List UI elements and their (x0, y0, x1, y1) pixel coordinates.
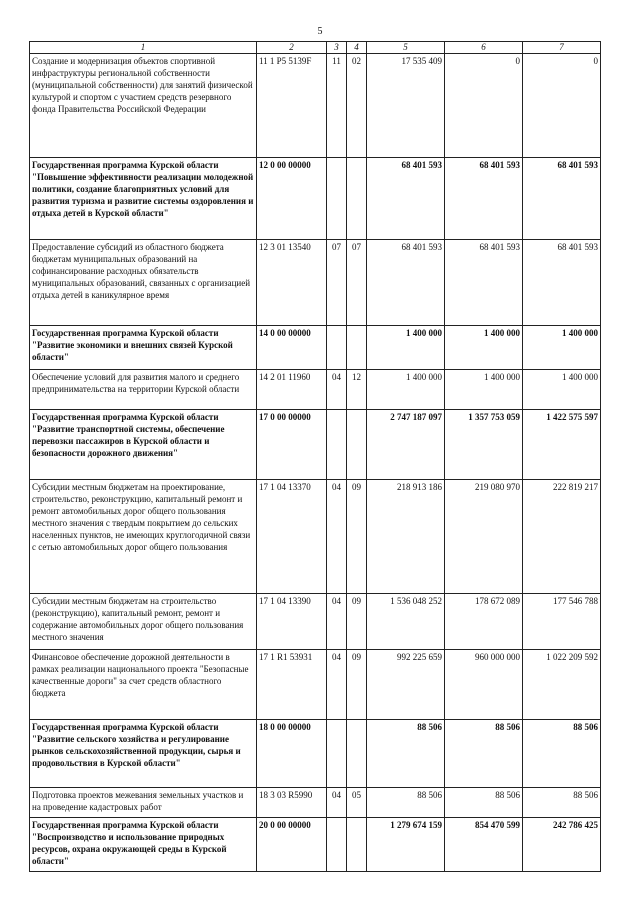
row-name: Государственная программа Курской области "Повышение эффективности реализации молодежной политики, создание благоприятных условий для развития туризма и развитие системы оздоровления и отдыха детей в Курской области" (30, 158, 257, 240)
row-subsection (347, 410, 367, 480)
row-value-3: 88 506 (523, 788, 601, 818)
col-header-4: 4 (347, 42, 367, 54)
col-header-2: 2 (257, 42, 327, 54)
table-row (30, 410, 601, 480)
row-code: 14 0 00 00000 (257, 326, 327, 370)
row-value-3: 0 (523, 54, 601, 158)
row-value-3: 1 022 209 592 (523, 650, 601, 720)
row-value-3: 68 401 593 (523, 158, 601, 240)
row-name: Государственная программа Курской области "Развитие транспортной системы, обеспечение перевозки пассажиров в Курской области и безопасности дорожного движения" (30, 410, 257, 480)
row-name: Подготовка проектов межевания земельных участков и на проведение кадастровых работ (30, 788, 257, 818)
row-section (327, 158, 347, 240)
page-number: 5 (317, 26, 323, 37)
row-section (327, 720, 347, 788)
row-value-1: 992 225 659 (367, 650, 445, 720)
row-value-1: 218 913 186 (367, 480, 445, 594)
row-value-1: 2 747 187 097 (367, 410, 445, 480)
table-row (30, 818, 601, 872)
row-value-1: 68 401 593 (367, 240, 445, 326)
row-name: Создание и модернизация объектов спортивной инфраструктуры региональной собственности (муниципальной собственности) для занятий физической культурой и спортом с участием средств резервного фонда Правительства Российской Федерации (30, 54, 257, 158)
row-value-1: 17 535 409 (367, 54, 445, 158)
row-subsection: 09 (347, 650, 367, 720)
row-value-1: 1 400 000 (367, 370, 445, 410)
row-section: 04 (327, 650, 347, 720)
row-section: 11 (327, 54, 347, 158)
row-code: 18 3 03 R5990 (257, 788, 327, 818)
row-value-2: 1 400 000 (445, 370, 523, 410)
row-value-3: 88 506 (523, 720, 601, 788)
table-row (30, 54, 601, 158)
row-code: 12 3 01 13540 (257, 240, 327, 326)
row-value-2: 960 000 000 (445, 650, 523, 720)
row-code: 14 2 01 11960 (257, 370, 327, 410)
row-value-1: 1 536 048 252 (367, 594, 445, 650)
table-row (30, 480, 601, 594)
table-row (30, 650, 601, 720)
row-section: 04 (327, 480, 347, 594)
row-value-3: 1 400 000 (523, 326, 601, 370)
row-subsection: 09 (347, 594, 367, 650)
row-code: 17 0 00 00000 (257, 410, 327, 480)
row-value-2: 178 672 089 (445, 594, 523, 650)
row-subsection (347, 720, 367, 788)
row-name: Государственная программа Курской области "Развитие сельского хозяйства и регулирование рынков сельскохозяйственной продукции, сырья и продовольствия в Курской области" (30, 720, 257, 788)
row-name: Государственная программа Курской области "Развитие экономики и внешних связей Курской области" (30, 326, 257, 370)
row-value-2: 68 401 593 (445, 240, 523, 326)
table-row (30, 240, 601, 326)
row-section (327, 326, 347, 370)
row-value-3: 177 546 788 (523, 594, 601, 650)
row-value-1: 1 400 000 (367, 326, 445, 370)
row-subsection (347, 158, 367, 240)
row-value-2: 1 400 000 (445, 326, 523, 370)
row-subsection (347, 818, 367, 872)
row-name: Субсидии местным бюджетам на строительство (реконструкцию), капитальный ремонт, ремонт и содержание автомобильных дорог общего пользования местного значения (30, 594, 257, 650)
row-name: Обеспечение условий для развития малого и среднего предпринимательства на территории Курской области (30, 370, 257, 410)
row-code: 17 1 04 13370 (257, 480, 327, 594)
row-value-1: 88 506 (367, 788, 445, 818)
row-value-1: 68 401 593 (367, 158, 445, 240)
row-subsection: 07 (347, 240, 367, 326)
row-code: 17 1 04 13390 (257, 594, 327, 650)
row-value-2: 88 506 (445, 788, 523, 818)
row-value-3: 1 422 575 597 (523, 410, 601, 480)
row-code: 18 0 00 00000 (257, 720, 327, 788)
row-subsection (347, 326, 367, 370)
row-value-2: 0 (445, 54, 523, 158)
row-section: 04 (327, 788, 347, 818)
table-row (30, 788, 601, 818)
row-section: 04 (327, 594, 347, 650)
row-code: 12 0 00 00000 (257, 158, 327, 240)
row-section: 04 (327, 370, 347, 410)
row-value-2: 219 080 970 (445, 480, 523, 594)
row-value-2: 854 470 599 (445, 818, 523, 872)
table-row (30, 720, 601, 788)
row-subsection: 02 (347, 54, 367, 158)
row-subsection: 05 (347, 788, 367, 818)
row-subsection: 12 (347, 370, 367, 410)
row-code: 17 1 R1 53931 (257, 650, 327, 720)
table-row (30, 158, 601, 240)
row-section (327, 818, 347, 872)
row-code: 11 1 P5 5139F (257, 54, 327, 158)
row-value-1: 1 279 674 159 (367, 818, 445, 872)
budget-table (29, 41, 601, 872)
row-value-1: 88 506 (367, 720, 445, 788)
row-subsection: 09 (347, 480, 367, 594)
row-name: Предоставление субсидий из областного бюджета бюджетам муниципальных образований на софинансирование расходных обязательств муниципальных образований, связанных с организацией отдыха детей в каникулярное время (30, 240, 257, 326)
row-value-2: 1 357 753 059 (445, 410, 523, 480)
row-name: Финансовое обеспечение дорожной деятельности в рамках реализации национального проекта "Безопасные качественные дороги" за счет средств областного бюджета (30, 650, 257, 720)
row-name: Государственная программа Курской области "Воспроизводство и использование природных ресурсов, охрана окружающей среды в Курской области" (30, 818, 257, 872)
row-section: 07 (327, 240, 347, 326)
row-name: Субсидии местным бюджетам на проектирование, строительство, реконструкцию, капитальный ремонт и ремонт автомобильных дорог общего пользования местного значения с твердым покрытием до сельских населенных пунктов, не имеющих круглогодичной связи с сетью автомобильных дорог общего пользования (30, 480, 257, 594)
row-value-3: 242 786 425 (523, 818, 601, 872)
col-header-1: 1 (30, 42, 257, 54)
table-row (30, 370, 601, 410)
row-value-2: 68 401 593 (445, 158, 523, 240)
col-header-3: 3 (327, 42, 347, 54)
table-row (30, 326, 601, 370)
row-section (327, 410, 347, 480)
table-row (30, 594, 601, 650)
col-header-5: 5 (367, 42, 445, 54)
row-value-2: 88 506 (445, 720, 523, 788)
col-header-6: 6 (445, 42, 523, 54)
row-value-3: 68 401 593 (523, 240, 601, 326)
row-value-3: 222 819 217 (523, 480, 601, 594)
row-code: 20 0 00 00000 (257, 818, 327, 872)
col-header-7: 7 (523, 42, 601, 54)
row-value-3: 1 400 000 (523, 370, 601, 410)
header-row (30, 42, 601, 54)
